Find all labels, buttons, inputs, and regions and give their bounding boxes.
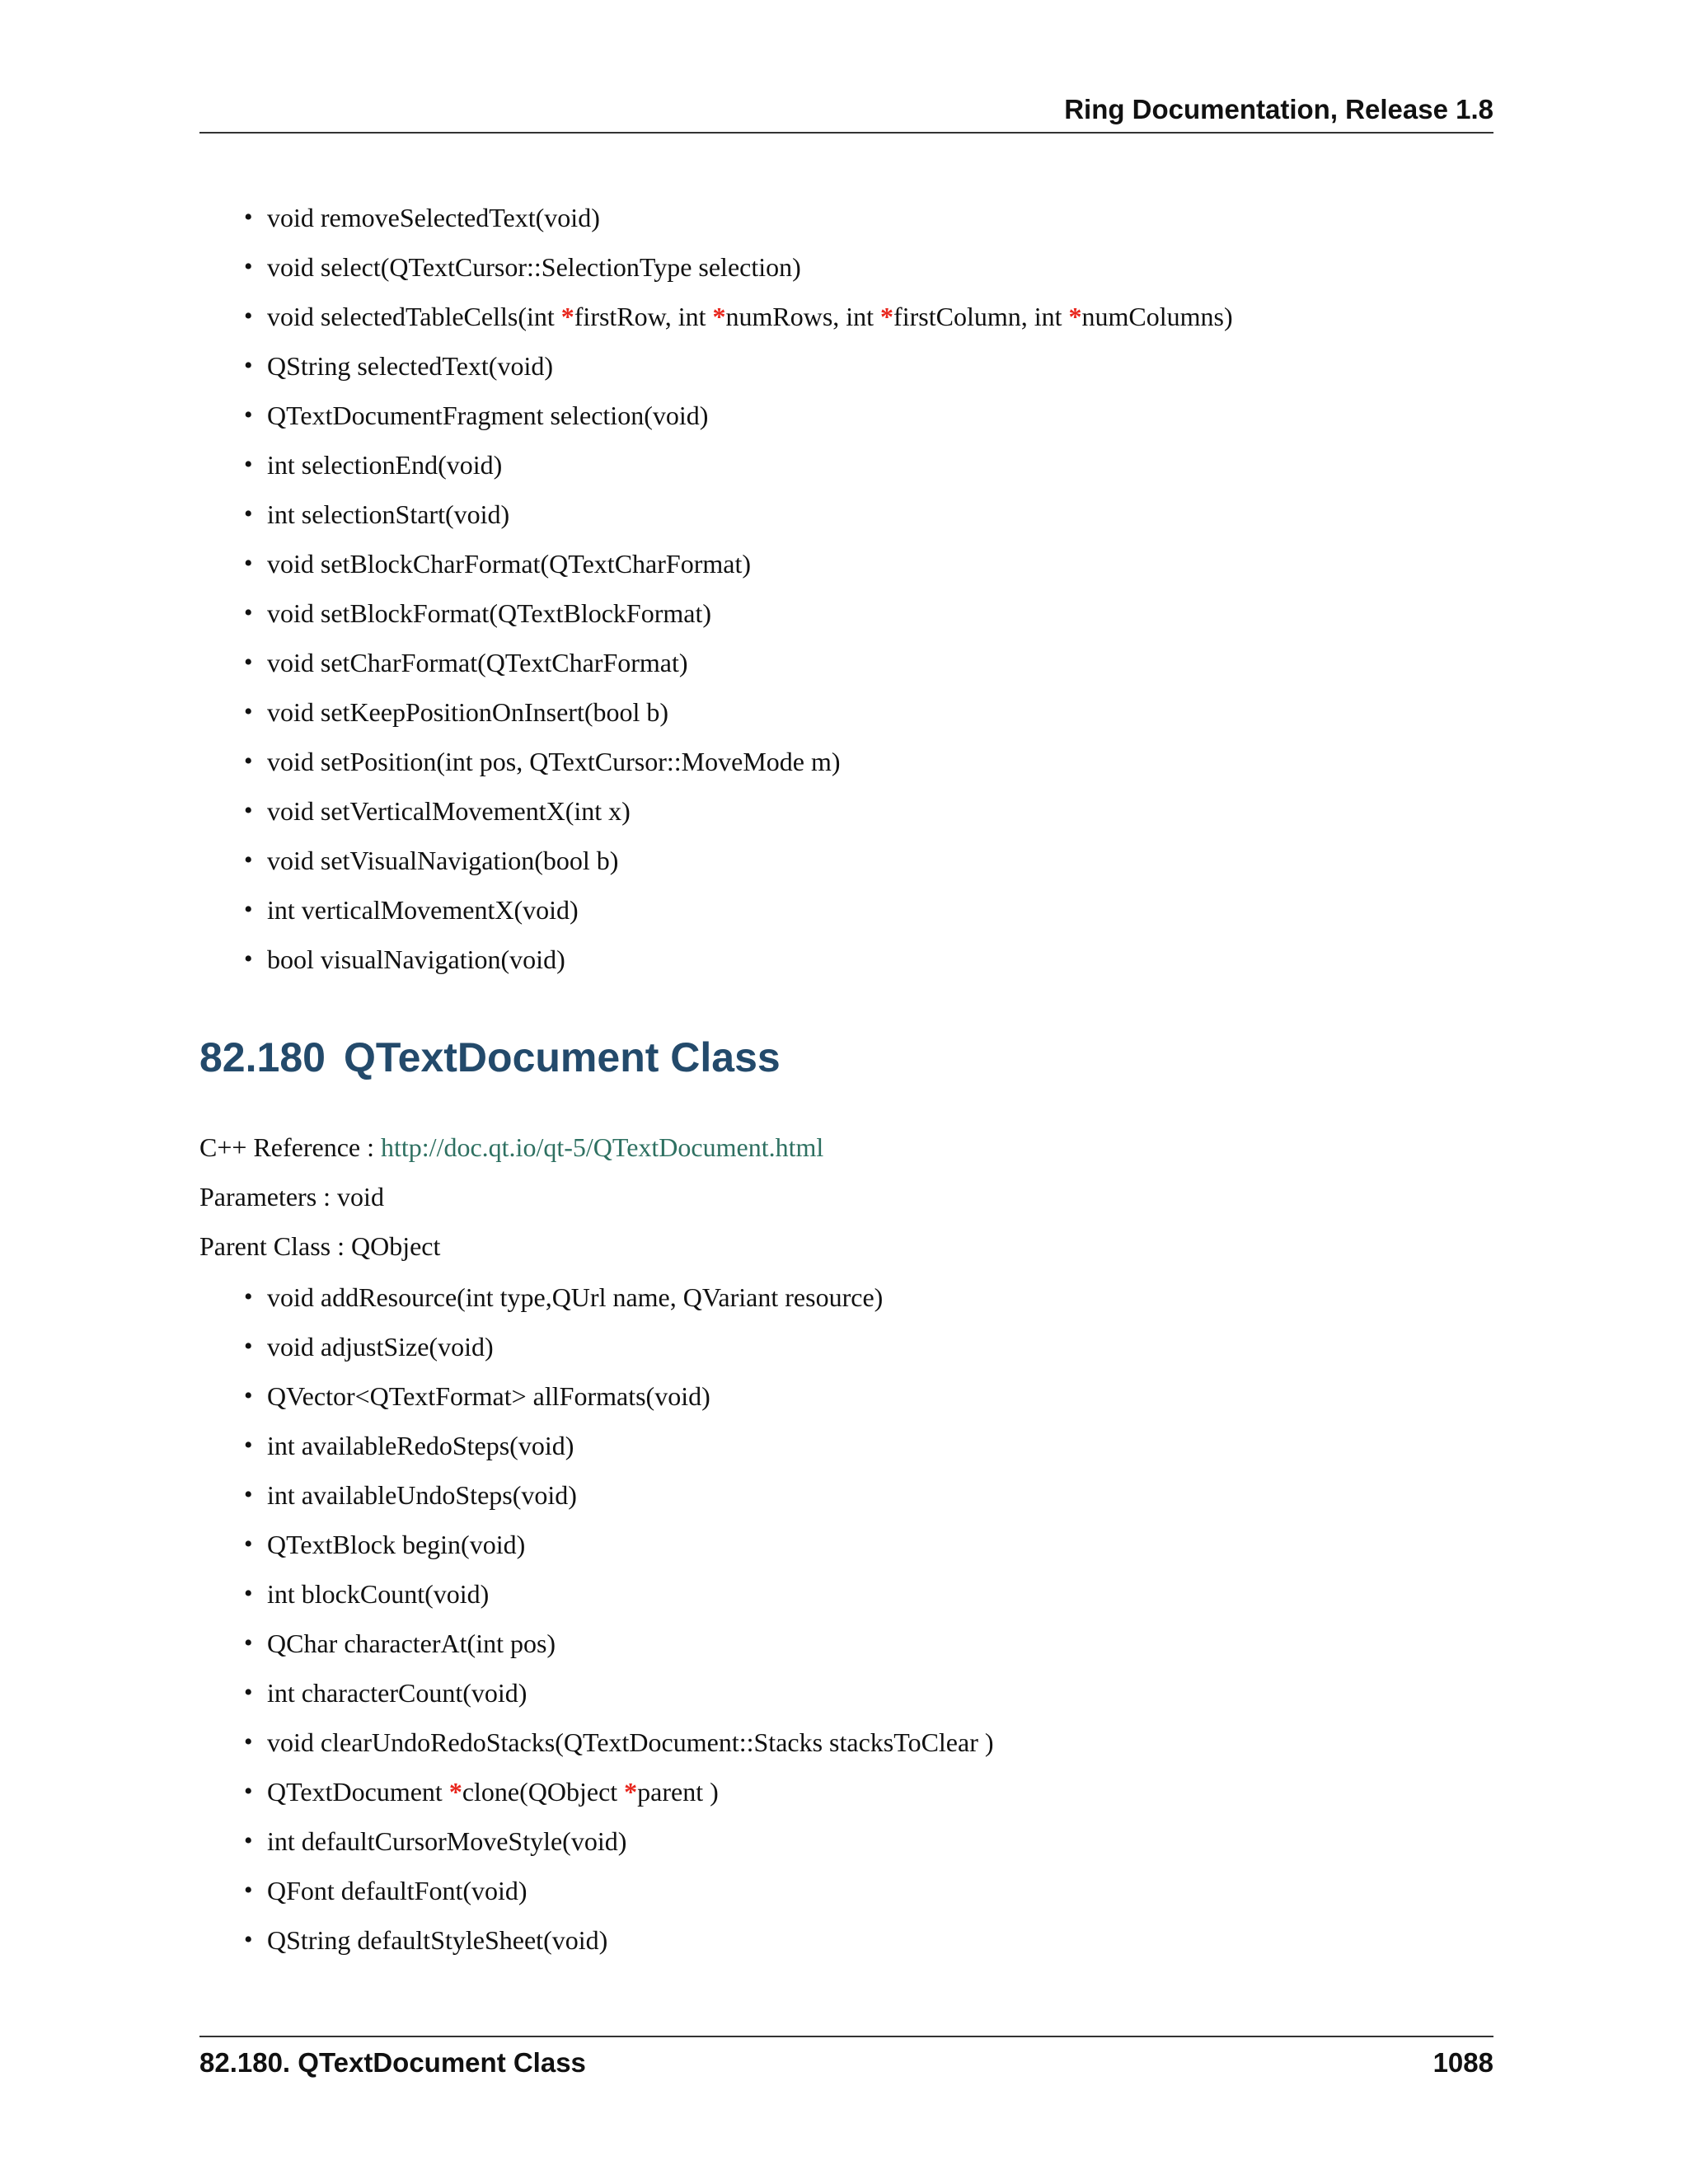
method-list-qtextcursor bbox=[244, 193, 1480, 984]
bullet-icon: • bbox=[244, 500, 253, 527]
method-item bbox=[244, 292, 1480, 341]
bullet-icon: • bbox=[244, 550, 253, 577]
bullet-icon: • bbox=[244, 1333, 253, 1360]
method-item bbox=[244, 687, 1480, 737]
method-item bbox=[244, 1866, 1480, 1915]
section-number: 82.180 bbox=[199, 1034, 326, 1080]
bullet-icon: • bbox=[244, 797, 253, 824]
method-signature: void clearUndoRedoStacks(QTextDocument::Stacks stacksToClear ) bbox=[267, 1727, 994, 1757]
method-signature: int blockCount(void) bbox=[267, 1579, 490, 1609]
method-signature: void select(QTextCursor::SelectionType selection) bbox=[267, 252, 801, 282]
bullet-icon: • bbox=[244, 1481, 253, 1508]
bullet-icon: • bbox=[244, 352, 253, 379]
method-item bbox=[244, 1668, 1480, 1718]
bullet-icon: • bbox=[244, 1382, 253, 1409]
cpp-reference-link[interactable]: http://doc.qt.io/qt-5/QTextDocument.html bbox=[381, 1132, 824, 1162]
method-signature: int selectionEnd(void) bbox=[267, 450, 503, 480]
method-item bbox=[244, 588, 1480, 638]
method-item bbox=[244, 391, 1480, 440]
method-signature: QFont defaultFont(void) bbox=[267, 1876, 528, 1905]
bullet-icon: • bbox=[244, 599, 253, 626]
method-signature: void setCharFormat(QTextCharFormat) bbox=[267, 648, 688, 677]
page-number: 1088 bbox=[1432, 2047, 1493, 2078]
cpp-reference-label: C++ Reference : bbox=[199, 1132, 381, 1162]
method-signature: int defaultCursorMoveStyle(void) bbox=[267, 1826, 627, 1856]
method-signature: int verticalMovementX(void) bbox=[267, 895, 579, 925]
method-signature: void setVerticalMovementX(int x) bbox=[267, 796, 631, 826]
bullet-icon: • bbox=[244, 401, 253, 429]
method-signature: void setBlockCharFormat(QTextCharFormat) bbox=[267, 549, 751, 579]
method-signature: void adjustSize(void) bbox=[267, 1332, 494, 1361]
method-item bbox=[244, 638, 1480, 687]
bullet-icon: • bbox=[244, 1827, 253, 1854]
method-item bbox=[244, 490, 1480, 539]
method-item bbox=[244, 1322, 1480, 1371]
bullet-icon: • bbox=[244, 1778, 253, 1805]
method-signature: void removeSelectedText(void) bbox=[267, 203, 600, 232]
bullet-icon: • bbox=[244, 698, 253, 725]
method-item bbox=[244, 737, 1480, 786]
method-signature: void setPosition(int pos, QTextCursor::MoveMode m) bbox=[267, 747, 841, 776]
method-item bbox=[244, 1470, 1480, 1520]
bullet-icon: • bbox=[244, 451, 253, 478]
method-signature: int selectionStart(void) bbox=[267, 499, 510, 529]
method-item bbox=[244, 440, 1480, 490]
method-signature: void setBlockFormat(QTextBlockFormat) bbox=[267, 598, 712, 628]
bullet-icon: • bbox=[244, 1926, 253, 1953]
bullet-icon: • bbox=[244, 896, 253, 923]
bullet-icon: • bbox=[244, 1283, 253, 1310]
bullet-icon: • bbox=[244, 1629, 253, 1657]
bullet-icon: • bbox=[244, 204, 253, 231]
bullet-icon: • bbox=[244, 748, 253, 775]
method-item bbox=[244, 935, 1480, 984]
bullet-icon: • bbox=[244, 1580, 253, 1607]
method-signature: int characterCount(void) bbox=[267, 1678, 528, 1708]
method-signature: void setKeepPositionOnInsert(bool b) bbox=[267, 697, 669, 727]
section-heading bbox=[199, 1033, 781, 1081]
bullet-icon: • bbox=[244, 1432, 253, 1459]
bullet-icon: • bbox=[244, 1679, 253, 1706]
method-signature: QTextDocument *clone(QObject *parent ) bbox=[267, 1777, 719, 1807]
method-signature: void selectedTableCells(int *firstRow, int *numRows, int *firstColumn, int *numColumns) bbox=[267, 302, 1233, 331]
method-signature: QChar characterAt(int pos) bbox=[267, 1629, 556, 1658]
parent-class-line: Parent Class : QObject bbox=[199, 1231, 441, 1261]
bullet-icon: • bbox=[244, 302, 253, 330]
method-item bbox=[244, 1718, 1480, 1767]
method-item bbox=[244, 242, 1480, 292]
bullet-icon: • bbox=[244, 253, 253, 280]
method-item bbox=[244, 1371, 1480, 1421]
method-signature: QVector<QTextFormat> allFormats(void) bbox=[267, 1381, 710, 1411]
method-signature: int availableUndoSteps(void) bbox=[267, 1480, 577, 1510]
method-signature: bool visualNavigation(void) bbox=[267, 944, 565, 974]
method-item bbox=[244, 193, 1480, 242]
method-signature: QTextBlock begin(void) bbox=[267, 1530, 526, 1559]
bullet-icon: • bbox=[244, 945, 253, 972]
method-item bbox=[244, 1915, 1480, 1965]
method-item bbox=[244, 885, 1480, 935]
method-signature: void setVisualNavigation(bool b) bbox=[267, 846, 619, 875]
method-item bbox=[244, 1421, 1480, 1470]
method-signature: QString selectedText(void) bbox=[267, 351, 553, 381]
method-signature: int availableRedoSteps(void) bbox=[267, 1431, 574, 1460]
bullet-icon: • bbox=[244, 649, 253, 676]
method-item bbox=[244, 539, 1480, 588]
page-header bbox=[199, 91, 1493, 134]
method-item bbox=[244, 1767, 1480, 1816]
method-item bbox=[244, 786, 1480, 836]
method-item bbox=[244, 341, 1480, 391]
method-item bbox=[244, 836, 1480, 885]
parameters-line: Parameters : void bbox=[199, 1182, 384, 1212]
method-item bbox=[244, 1619, 1480, 1668]
method-signature: QTextDocumentFragment selection(void) bbox=[267, 401, 709, 430]
method-item bbox=[244, 1816, 1480, 1866]
cpp-reference bbox=[199, 1129, 823, 1165]
method-item bbox=[244, 1569, 1480, 1619]
section-title: QTextDocument Class bbox=[343, 1034, 781, 1080]
method-item bbox=[244, 1272, 1480, 1322]
method-signature: void addResource(int type,QUrl name, QVariant resource) bbox=[267, 1282, 884, 1312]
method-list-qtextdocument bbox=[244, 1272, 1480, 1965]
header-title: Ring Documentation, Release 1.8 bbox=[1064, 94, 1493, 124]
bullet-icon: • bbox=[244, 1877, 253, 1904]
footer-section: 82.180. QTextDocument Class bbox=[199, 2047, 586, 2078]
bullet-icon: • bbox=[244, 1530, 253, 1558]
page-footer bbox=[199, 2036, 1493, 2087]
bullet-icon: • bbox=[244, 846, 253, 874]
method-signature: QString defaultStyleSheet(void) bbox=[267, 1925, 608, 1955]
method-item bbox=[244, 1520, 1480, 1569]
bullet-icon: • bbox=[244, 1728, 253, 1755]
